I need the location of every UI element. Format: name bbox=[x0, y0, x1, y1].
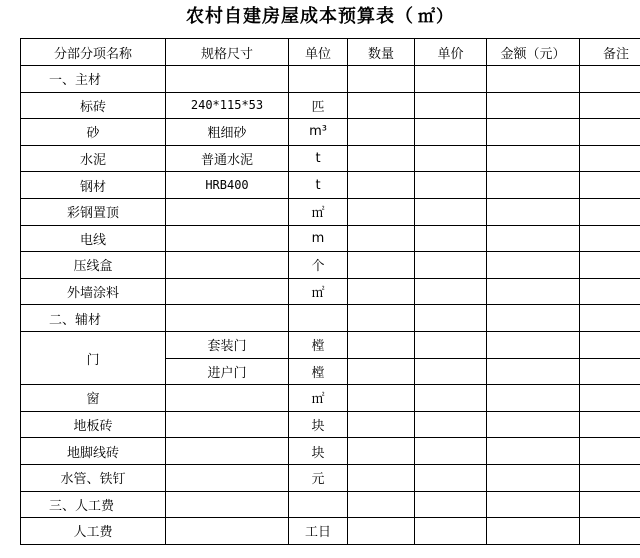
spec-cell: 粗细砂 bbox=[166, 119, 289, 146]
remark-cell[interactable] bbox=[580, 252, 640, 279]
header-unit-price: 单价 bbox=[415, 39, 487, 66]
amount-cell[interactable] bbox=[487, 305, 580, 332]
unit-cell bbox=[289, 66, 348, 93]
table-row bbox=[21, 252, 640, 279]
unit-cell: t bbox=[289, 145, 348, 172]
price-cell[interactable] bbox=[415, 252, 487, 279]
price-cell[interactable] bbox=[415, 438, 487, 465]
table-row bbox=[21, 278, 640, 305]
quantity-cell[interactable] bbox=[348, 438, 415, 465]
amount-cell[interactable] bbox=[487, 198, 580, 225]
price-cell[interactable] bbox=[415, 172, 487, 199]
remark-cell[interactable] bbox=[580, 278, 640, 305]
quantity-cell[interactable] bbox=[348, 331, 415, 358]
unit-cell bbox=[289, 305, 348, 332]
spec-cell: 进户门 bbox=[166, 358, 289, 385]
header-name: 分部分项名称 bbox=[21, 39, 166, 66]
spec-cell bbox=[166, 518, 289, 545]
amount-cell[interactable] bbox=[487, 252, 580, 279]
spec-cell bbox=[166, 278, 289, 305]
header-row bbox=[21, 39, 640, 66]
table-row bbox=[21, 92, 640, 119]
unit-cell: m³ bbox=[289, 119, 348, 146]
unit-cell: ㎡ bbox=[289, 198, 348, 225]
table-row bbox=[21, 438, 640, 465]
price-cell[interactable] bbox=[415, 119, 487, 146]
spec-cell bbox=[166, 491, 289, 518]
remark-cell[interactable] bbox=[580, 225, 640, 252]
spec-cell bbox=[166, 385, 289, 412]
remark-cell[interactable] bbox=[580, 438, 640, 465]
spec-cell bbox=[166, 411, 289, 438]
amount-cell[interactable] bbox=[487, 92, 580, 119]
remark-cell[interactable] bbox=[580, 66, 640, 93]
quantity-cell[interactable] bbox=[348, 358, 415, 385]
unit-cell: ㎡ bbox=[289, 278, 348, 305]
quantity-cell[interactable] bbox=[348, 464, 415, 491]
unit-cell: 樘 bbox=[289, 358, 348, 385]
quantity-cell[interactable] bbox=[348, 198, 415, 225]
remark-cell[interactable] bbox=[580, 358, 640, 385]
title-text: 农村自建房屋成本预算表（ bbox=[186, 6, 414, 27]
quantity-cell[interactable] bbox=[348, 66, 415, 93]
remark-cell[interactable] bbox=[580, 385, 640, 412]
amount-cell[interactable] bbox=[487, 491, 580, 518]
spec-cell: 普通水泥 bbox=[166, 145, 289, 172]
item-name: 标砖 bbox=[21, 92, 166, 119]
table-row bbox=[21, 66, 640, 93]
price-cell[interactable] bbox=[415, 198, 487, 225]
item-name: 门 bbox=[21, 331, 166, 384]
unit-cell: 块 bbox=[289, 411, 348, 438]
item-name: 地板砖 bbox=[21, 411, 166, 438]
spec-cell: 240*115*53 bbox=[166, 92, 289, 119]
remark-cell[interactable] bbox=[580, 92, 640, 119]
section-title: 二、辅材 bbox=[21, 305, 166, 332]
remark-cell[interactable] bbox=[580, 491, 640, 518]
spec-cell: 套装门 bbox=[166, 331, 289, 358]
remark-cell[interactable] bbox=[580, 331, 640, 358]
spec-cell: HRB400 bbox=[166, 172, 289, 199]
table-row bbox=[21, 172, 640, 199]
unit-cell: 樘 bbox=[289, 331, 348, 358]
item-name: 人工费 bbox=[21, 518, 166, 545]
price-cell[interactable] bbox=[415, 278, 487, 305]
amount-cell[interactable] bbox=[487, 518, 580, 545]
amount-cell[interactable] bbox=[487, 172, 580, 199]
amount-cell[interactable] bbox=[487, 66, 580, 93]
amount-cell[interactable] bbox=[487, 464, 580, 491]
price-cell[interactable] bbox=[415, 225, 487, 252]
table-row bbox=[21, 331, 640, 358]
unit-cell: 工日 bbox=[289, 518, 348, 545]
amount-cell[interactable] bbox=[487, 331, 580, 358]
quantity-cell[interactable] bbox=[348, 145, 415, 172]
header-spec: 规格尺寸 bbox=[166, 39, 289, 66]
price-cell[interactable] bbox=[415, 92, 487, 119]
quantity-cell[interactable] bbox=[348, 252, 415, 279]
quantity-cell[interactable] bbox=[348, 305, 415, 332]
price-cell[interactable] bbox=[415, 145, 487, 172]
unit-cell: 匹 bbox=[289, 92, 348, 119]
remark-cell[interactable] bbox=[580, 198, 640, 225]
amount-cell[interactable] bbox=[487, 438, 580, 465]
spec-cell bbox=[166, 252, 289, 279]
table-row bbox=[21, 198, 640, 225]
table-body bbox=[21, 66, 640, 545]
quantity-cell[interactable] bbox=[348, 119, 415, 146]
table-row bbox=[21, 305, 640, 332]
item-name: 电线 bbox=[21, 225, 166, 252]
item-name: 水泥 bbox=[21, 145, 166, 172]
header-unit: 单位 bbox=[289, 39, 348, 66]
unit-cell bbox=[289, 491, 348, 518]
table-row bbox=[21, 385, 640, 412]
table-row bbox=[21, 411, 640, 438]
quantity-cell[interactable] bbox=[348, 92, 415, 119]
amount-cell[interactable] bbox=[487, 385, 580, 412]
amount-cell[interactable] bbox=[487, 225, 580, 252]
remark-cell[interactable] bbox=[580, 464, 640, 491]
price-cell[interactable] bbox=[415, 305, 487, 332]
page-title bbox=[0, 4, 640, 30]
item-name: 钢材 bbox=[21, 172, 166, 199]
table-row bbox=[21, 518, 640, 545]
spec-cell bbox=[166, 66, 289, 93]
quantity-cell[interactable] bbox=[348, 491, 415, 518]
spec-cell bbox=[166, 305, 289, 332]
quantity-cell[interactable] bbox=[348, 278, 415, 305]
remark-cell[interactable] bbox=[580, 119, 640, 146]
item-name: 彩钢置顶 bbox=[21, 198, 166, 225]
amount-cell[interactable] bbox=[487, 358, 580, 385]
header-quantity: 数量 bbox=[348, 39, 415, 66]
quantity-cell[interactable] bbox=[348, 385, 415, 412]
cost-table bbox=[20, 38, 640, 545]
unit-cell: 块 bbox=[289, 438, 348, 465]
table-row bbox=[21, 491, 640, 518]
header-remarks: 备注 bbox=[580, 39, 640, 66]
price-cell[interactable] bbox=[415, 464, 487, 491]
amount-cell[interactable] bbox=[487, 119, 580, 146]
spec-cell bbox=[166, 464, 289, 491]
table-row bbox=[21, 145, 640, 172]
quantity-cell[interactable] bbox=[348, 518, 415, 545]
item-name: 水管、铁钉 bbox=[21, 464, 166, 491]
spec-cell bbox=[166, 198, 289, 225]
quantity-cell[interactable] bbox=[348, 225, 415, 252]
quantity-cell[interactable] bbox=[348, 411, 415, 438]
unit-cell: ㎡ bbox=[289, 385, 348, 412]
table-row bbox=[21, 464, 640, 491]
remark-cell[interactable] bbox=[580, 305, 640, 332]
quantity-cell[interactable] bbox=[348, 172, 415, 199]
table-row bbox=[21, 225, 640, 252]
price-cell[interactable] bbox=[415, 385, 487, 412]
unit-cell: m bbox=[289, 225, 348, 252]
price-cell[interactable] bbox=[415, 331, 487, 358]
remark-cell[interactable] bbox=[580, 518, 640, 545]
price-cell[interactable] bbox=[415, 518, 487, 545]
section-title: 三、人工费 bbox=[21, 491, 166, 518]
price-cell[interactable] bbox=[415, 491, 487, 518]
price-cell[interactable] bbox=[415, 358, 487, 385]
table-row bbox=[21, 119, 640, 146]
spec-cell bbox=[166, 438, 289, 465]
remark-cell[interactable] bbox=[580, 411, 640, 438]
spec-cell bbox=[166, 225, 289, 252]
item-name: 地脚线砖 bbox=[21, 438, 166, 465]
section-title: 一、主材 bbox=[21, 66, 166, 93]
amount-cell[interactable] bbox=[487, 145, 580, 172]
remark-cell[interactable] bbox=[580, 172, 640, 199]
amount-cell[interactable] bbox=[487, 411, 580, 438]
unit-cell: t bbox=[289, 172, 348, 199]
remark-cell[interactable] bbox=[580, 145, 640, 172]
amount-cell[interactable] bbox=[487, 278, 580, 305]
item-name: 外墙涂料 bbox=[21, 278, 166, 305]
item-name: 压线盒 bbox=[21, 252, 166, 279]
header-amount: 金额（元） bbox=[487, 39, 580, 66]
price-cell[interactable] bbox=[415, 66, 487, 93]
item-name: 窗 bbox=[21, 385, 166, 412]
unit-cell: 元 bbox=[289, 464, 348, 491]
unit-cell: 个 bbox=[289, 252, 348, 279]
price-cell[interactable] bbox=[415, 411, 487, 438]
item-name: 砂 bbox=[21, 119, 166, 146]
title-unit: ㎡） bbox=[418, 7, 454, 27]
